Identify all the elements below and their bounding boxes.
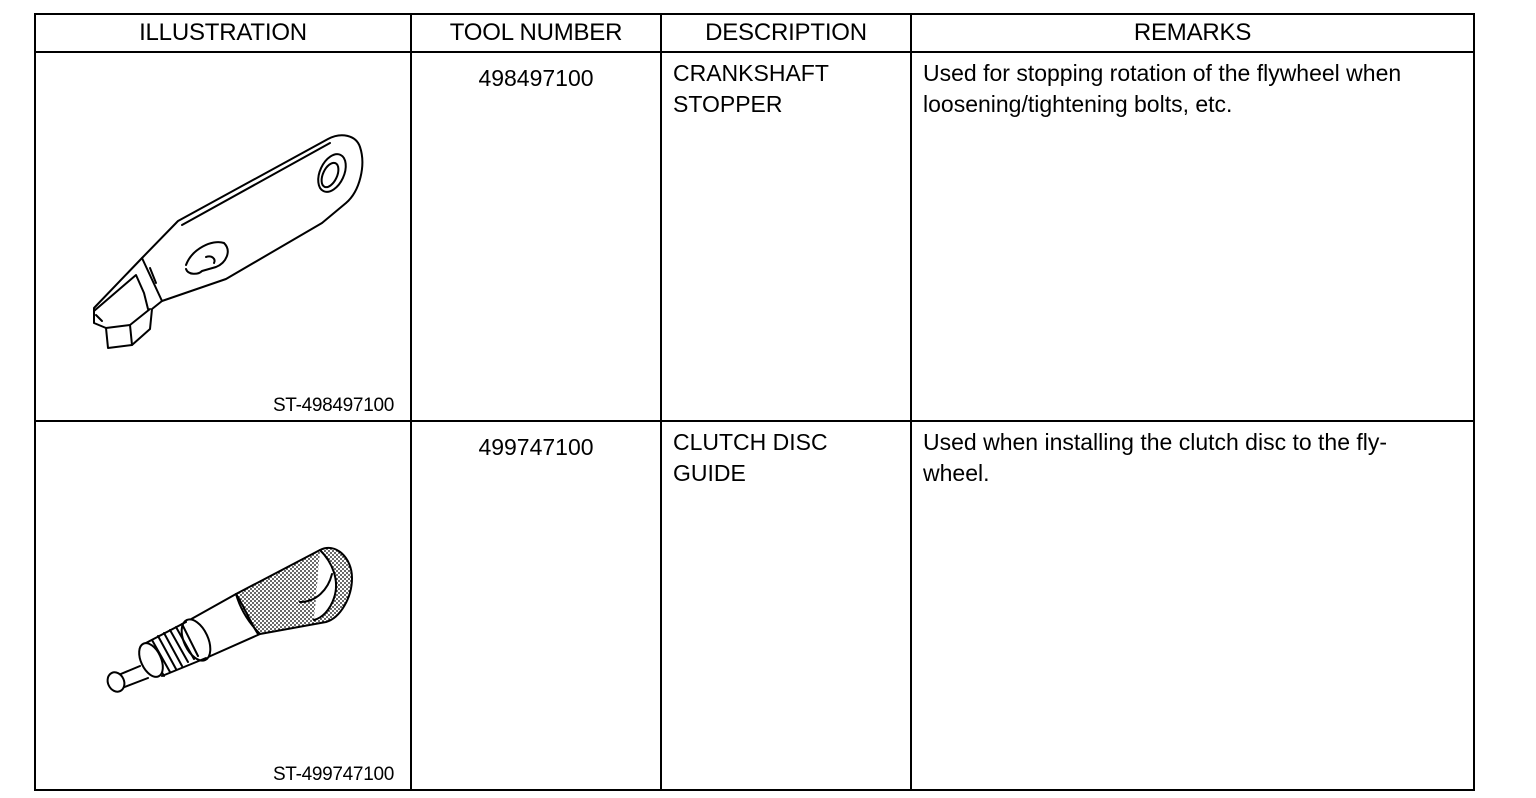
- clutch-disc-guide-drawing-icon: [36, 422, 412, 789]
- header-description: DESCRIPTION: [661, 14, 911, 52]
- header-tool-number: TOOL NUMBER: [411, 14, 661, 52]
- tool-number-cell: [411, 421, 661, 790]
- tool-number-cell: [411, 52, 661, 421]
- description-text: CRANKSHAFT STOPPER: [673, 60, 829, 117]
- illustration-code: ST-499747100: [272, 764, 394, 785]
- description-cell: [661, 421, 911, 790]
- remarks-text: Used for stopping rotation of the flywheel when loosening/tightening bolts, etc.: [923, 60, 1402, 117]
- table-header-row: [35, 14, 1474, 52]
- remarks-text: Used when installing the clutch disc to the fly- wheel.: [923, 429, 1388, 486]
- table-row: [35, 421, 1474, 790]
- description-text: CLUTCH DISC GUIDE: [673, 429, 828, 486]
- illustration-cell: [35, 421, 411, 790]
- remarks-cell: [911, 421, 1474, 790]
- table-row: [35, 52, 1474, 421]
- header-illustration: ILLUSTRATION: [35, 14, 411, 52]
- illustration-code: ST-498497100: [272, 395, 394, 416]
- crankshaft-stopper-drawing-icon: [36, 53, 412, 420]
- description-cell: [661, 52, 911, 421]
- tool-number: 499747100: [478, 434, 594, 460]
- remarks-cell: [911, 52, 1474, 421]
- tool-number: 498497100: [478, 65, 594, 91]
- special-tools-table: [34, 13, 1475, 791]
- header-remarks: REMARKS: [911, 14, 1474, 52]
- illustration-cell: [35, 52, 411, 421]
